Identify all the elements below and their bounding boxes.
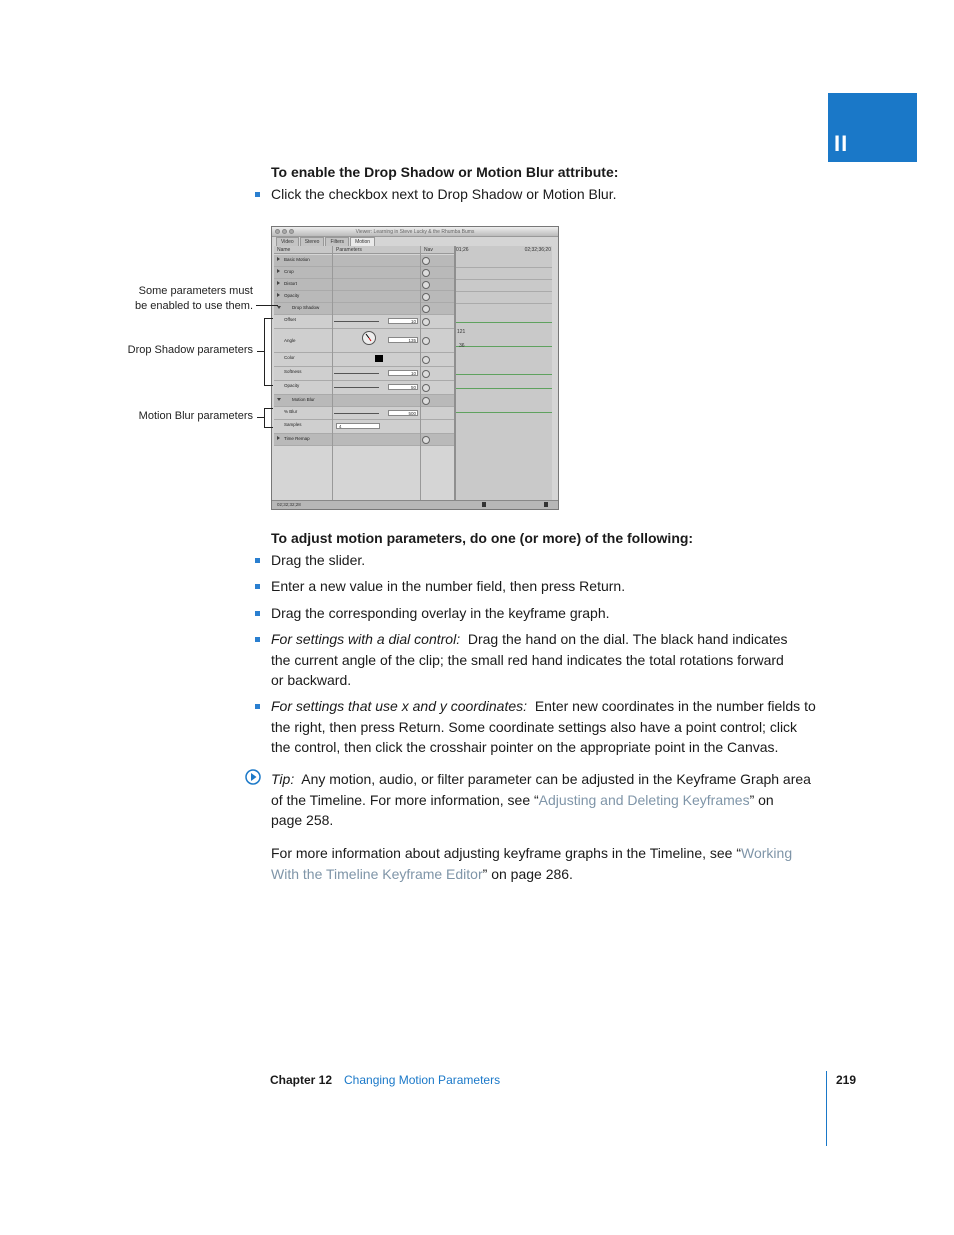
callout-leader: [256, 305, 278, 306]
window-titlebar: [272, 227, 558, 237]
keyframe-line: [454, 346, 552, 347]
disclosure-icon: [277, 281, 280, 285]
disclosure-icon: [277, 293, 280, 297]
softness-slider: [334, 373, 379, 374]
bullet-marker: [255, 637, 260, 642]
color-swatch: [375, 355, 383, 362]
row-opacity-sub: Opacity 50: [274, 381, 454, 395]
blur-slider: [334, 413, 379, 414]
row-softness: Softness 10: [274, 367, 454, 381]
blur-field: 500: [388, 410, 418, 416]
reset-icon: [422, 397, 430, 405]
callout-leader: [257, 417, 264, 418]
disclosure-icon: [277, 269, 280, 273]
offset-slider: [334, 321, 379, 322]
bullet-marker: [255, 611, 260, 616]
window-title: Viewer: Learning in Steve Lucky & the Rhumba Bums: [355, 229, 475, 235]
page-number: 219: [836, 1073, 857, 1087]
opacity-field: 50: [388, 384, 418, 390]
col-name: Name: [277, 247, 291, 253]
bullet-marker: [255, 558, 260, 563]
footer-rule: [826, 1071, 827, 1146]
bullet-marker: [255, 704, 260, 709]
bullet-drag-slider: Drag the slider.: [271, 552, 366, 568]
disclosure-icon: [277, 257, 280, 261]
dial-hand-icon: [363, 332, 375, 344]
more-info-paragraph: For more information about adjusting keyframe graphs in the Timeline, see “Working With the Timeline Keyframe Editor” on page 286.: [271, 845, 793, 882]
reset-icon: [422, 257, 430, 265]
keyframe-line: [454, 412, 552, 413]
graph-timecode-end: 02;32;36;20: [524, 247, 551, 253]
link-timeline-keyframe-editor[interactable]: Working: [741, 845, 793, 861]
graph-timecode-start: 01;26: [456, 247, 469, 253]
reset-icon: [422, 293, 430, 301]
reset-icon: [422, 356, 430, 364]
footer-chapter-title[interactable]: Changing Motion Parameters: [344, 1073, 501, 1087]
reset-icon: [422, 305, 430, 313]
footer-chapter: Chapter 12: [270, 1073, 333, 1087]
bottom-timecode: 02;32;32;28: [277, 502, 301, 507]
row-crop: Crop: [274, 267, 454, 279]
section1-bullet: Click the checkbox next to Drop Shadow or Motion Blur.: [271, 186, 617, 202]
col-nav: Nav: [424, 247, 433, 253]
disclosure-open-icon: [277, 306, 281, 309]
row-drop-shadow: Drop Shadow: [274, 303, 454, 315]
row-blur: % Blur 500: [274, 407, 454, 420]
nav-right-icon: [544, 502, 548, 507]
row-opacity: Opacity: [274, 291, 454, 303]
tab-video: Video: [276, 237, 299, 246]
softness-field: 10: [388, 370, 418, 376]
viewer-tabs: [276, 237, 376, 246]
reset-icon: [422, 436, 430, 444]
reset-icon: [422, 318, 430, 326]
row-motion-blur: Motion Blur: [274, 395, 454, 407]
column-divider: [332, 246, 333, 501]
row-offset: Offset 10: [274, 315, 454, 329]
callout-enable: Some parameters must be enabled to use them.: [134, 285, 253, 312]
reset-icon: [422, 337, 430, 345]
bullet-dial-control: For settings with a dial control: Drag the hand on the dial. The black hand indicates the current angle of the clip; the small red hand indicates the total rotations forward or backward.: [271, 631, 788, 689]
opacity-slider: [334, 387, 379, 388]
section1-heading: To enable the Drop Shadow or Motion Blur attribute:: [271, 164, 619, 180]
callout-bracket: [264, 385, 273, 386]
part-tab-label: II: [834, 131, 849, 156]
playhead: [454, 246, 456, 501]
nav-left-icon: [482, 502, 486, 507]
column-header: [274, 246, 454, 254]
disclosure-icon: [277, 436, 280, 440]
callout-bracket: [264, 318, 265, 386]
keyframe-line: [454, 322, 552, 323]
callout-leader: [257, 351, 264, 352]
bullet-marker: [255, 192, 260, 197]
row-color: Color: [274, 353, 454, 367]
bullet-number-field: Enter a new value in the number field, then press Return.: [271, 578, 626, 594]
tip-label: Tip:: [271, 771, 295, 787]
callout-bracket: [264, 408, 265, 428]
reset-icon: [422, 384, 430, 392]
part-tab: [828, 93, 917, 162]
keyframe-line: [454, 374, 552, 375]
tab-stereo: Stereo: [300, 237, 325, 246]
section2-heading: To adjust motion parameters, do one (or more) of the following:: [271, 530, 694, 546]
keyframe-line: [454, 388, 552, 389]
callout-motion-blur: Motion Blur parameters: [138, 410, 253, 422]
reset-icon: [422, 281, 430, 289]
row-distort: Distort: [274, 279, 454, 291]
callout-bracket: [264, 427, 273, 428]
callout-drop-shadow: Drop Shadow parameters: [127, 344, 253, 356]
angle-field: 135: [388, 337, 418, 343]
link-timeline-keyframe-editor[interactable]: With the Timeline Keyframe Editor: [271, 865, 483, 882]
tip-arrow-icon: [245, 769, 261, 785]
row-basic-motion: Basic Motion: [274, 255, 454, 267]
tab-filters: Filters: [325, 237, 349, 246]
callout-bracket: [264, 318, 273, 319]
link-adjusting-keyframes[interactable]: Adjusting and Deleting Keyframes: [538, 791, 750, 808]
bullet-keyframe-overlay: Drag the corresponding overlay in the keyframe graph.: [271, 605, 610, 621]
row-samples: Samples 4: [274, 420, 454, 434]
disclosure-open-icon: [277, 398, 281, 401]
offset-field: 10: [388, 318, 418, 324]
viewer-screenshot: [271, 226, 559, 510]
graph-label: 36: [459, 343, 465, 349]
angle-dial: [362, 331, 376, 345]
keyframe-graph: [454, 246, 552, 501]
reset-icon: [422, 370, 430, 378]
viewer-bottom-bar: [272, 500, 558, 509]
column-divider: [420, 246, 421, 501]
row-time-remap: Time Remap: [274, 434, 454, 446]
tip: Tip: Any motion, audio, or filter parameter can be adjusted in the Keyframe Graph area of the Timeline. For more information, see “Adjusting and Deleting Keyframes” on page 258.: [271, 771, 811, 829]
col-parameters: Parameters: [336, 247, 362, 253]
callout-bracket: [264, 408, 273, 409]
row-angle: Angle 135: [274, 329, 454, 353]
tab-motion: Motion: [350, 237, 375, 246]
bullet-xy-coordinates: For settings that use x and y coordinates: Enter new coordinates in the number fields to the right, then press Return. Some coordinate settings also have a point control; click the control, then click the crosshair pointer on the appropriate point in the Canvas.: [271, 698, 816, 756]
bullet-marker: [255, 584, 260, 589]
samples-field: 4: [336, 423, 380, 429]
graph-label: 121: [457, 329, 466, 335]
reset-icon: [422, 269, 430, 277]
